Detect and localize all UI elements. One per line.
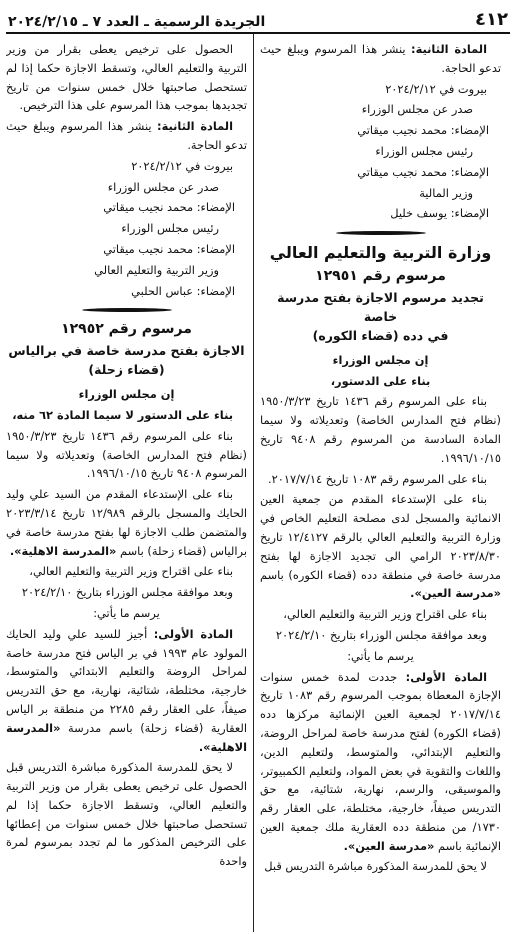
issued-by: صدر عن مجلس الوزراء: [107, 179, 219, 194]
article-1-text: أجيز للسيد علي وليد الحايك المولود عام ١٩٩٣ في بر الياس فتح مدرسة خاصة لمراحل الروضة والتعليم الابتدائي والمتوسط، خارجية، مختلطة، شتائية، نهارية، مع حق التدريس صيفاً، على العقار رقم ٢٢٨٥ من منطقة بر الياس العقارية (قضاء زحلة) باسم مدرسة: [6, 626, 248, 735]
signature-1: الإمضاء: محمد نجيب ميقاتي: [357, 123, 489, 138]
article-2-label: المادة الثانية:: [157, 119, 233, 134]
recital-1: بناء على المرسوم رقم ١٤٣٦ تاريخ ١٩٥٠/٣/٢٣ (نظام فتح المدارس الخاصة) وتعديلاته ولا سيما المادة السادسة من المرسوم رقم ٩٤٠٨ تاريخ ١٩٩٦/١٠/١٥.: [260, 394, 501, 465]
journal-info: الجريدة الرسمية ـ العدد ٧ ـ ٢٠٢٤/٢/١٥: [8, 14, 266, 30]
article-1-label: المادة الأولى:: [153, 626, 234, 641]
school-name: «مدرسة العين».: [410, 586, 501, 601]
signature-3: الإمضاء: يوسف خليل: [390, 206, 489, 221]
recital-2: [6, 485, 247, 560]
recital-5: وبعد موافقة مجلس الوزراء بتاريخ ٢٠٢٤/٢/١٠: [275, 627, 487, 642]
minister-title: وزير التربية والتعليم العالي: [94, 262, 219, 277]
continuation-paragraph: الحصول على ترخيص يعطى بقرار من وزير التربية والتعليم العالي، وتسقط الاجازة حكما إذا لم تستحصل صاحبتها خلال خمس سنوات من تاريخ تجديدها بموجب هذا المرسوم على هذا الترخيص.: [6, 42, 247, 113]
page-header: [6, 0, 510, 34]
decree-subject: [260, 288, 501, 345]
recital-2-text: بناء على الإستدعاء المقدم من السيد علي وليد الحايك والمسجل بالرقم ١٢/٩٨٩ تاريخ ٢٠٢٣/٣/١٤ والمتضمن طلب الاجازة لها بفتح مدرسة خاصة في برالياس (قضاء زحلة) باسم: [6, 487, 248, 558]
subject-line-1: تجديد مرسوم الاجازة بفتح مدرسة خاصة: [277, 289, 484, 324]
license-paragraph: لا يحق للمدرسة المذكورة مباشرة التدريس قبل الحصول على ترخيص يعطى بقرار من وزير التربية والتعليم العالي، وتسقط الاجازة حكما إذا لم تستحصل صاحبتها خلال خمس سنوات من إعطائها على الترخيص المذكور ما لم تجدد بمرسوم لمرة واحدة: [6, 760, 247, 869]
decree-title: مرسوم رقم ١٢٩٥٢: [61, 321, 192, 338]
school-name: «المدرسة الاهلية».: [9, 543, 117, 558]
subject-line-2: (قضاء زحلة): [88, 362, 165, 378]
recital-4: بناء على اقتراح وزير التربية والتعليم العالي،: [283, 607, 487, 622]
constitution-line: بناء على الدستور لا سيما المادة ٦٢ منه،: [12, 407, 233, 422]
council-heading: إن مجلس الوزراء: [78, 387, 175, 402]
decree-title: مرسوم رقم ١٢٩٥١: [315, 267, 446, 284]
article-1-text: جددت لمدة خمس سنوات الإجازة المعطاة بموجب المرسوم رقم ١٠٨٣ تاريخ ٢٠١٧/٧/١٤ لجمعية العين الإنمائية مركزها دده (قضاء الكوره) لفتح مدرسة خاصة لمراحل الروضة، والتعليم الإبتدائي، والمتوسط، ولتعليم الدين، واللغات والتقوية في بعض المواد، ولتعليم الكمبيوتر، والموسيقى، والرسم، نهارية، شتائية، مع حق التدريس صيفاً، خارجية، مختلطة، على العقار رقم ١٧٣٠/ من منطقة دده العقارية ملك جمعية العين الإنمائية باسم: [260, 669, 501, 853]
decree-date: بيروت في ٢٠٢٤/٢/١٢: [131, 158, 233, 173]
issued-by: صدر عن مجلس الوزراء: [361, 102, 473, 117]
license-paragraph: لا يحق للمدرسة المذكورة مباشرة التدريس قبل: [264, 859, 487, 874]
article-2: [6, 117, 247, 155]
council-heading: إن مجلس الوزراء: [332, 352, 429, 367]
signature-1: الإمضاء: محمد نجيب ميقاتي: [103, 200, 235, 215]
decrees-line: يرسم ما يأتي:: [93, 605, 160, 620]
finance-minister-title: وزير المالية: [419, 185, 473, 200]
constitution-line: بناء على الدستور،: [330, 373, 431, 388]
section-divider: [6, 305, 247, 315]
article-1: [260, 668, 501, 856]
signature-3: الإمضاء: عباس الحلبي: [131, 283, 235, 298]
recital-4: وبعد موافقة مجلس الوزراء بتاريخ ٢٠٢٤/٢/١٠: [21, 585, 233, 600]
pm-title: رئيس مجلس الوزراء: [375, 143, 473, 158]
signature-2: الإمضاء: محمد نجيب ميقاتي: [103, 241, 235, 256]
article-2-label: المادة الثانية:: [411, 42, 487, 56]
left-column: [6, 34, 253, 932]
pm-title: رئيس مجلس الوزراء: [121, 221, 219, 236]
ministry-heading: وزارة التربية والتعليم العالي: [269, 243, 492, 263]
recital-3: [260, 490, 501, 603]
recital-3: بناء على اقتراح وزير التربية والتعليم العالي،: [29, 564, 233, 579]
recital-3-text: بناء على الإستدعاء المقدم من جمعية العين الانمائية والمسجل لدى مصلحة التعليم الخاص في وزارة التربية والتعليم العالي بالرقم ١٢/٤١٢٧ تاريخ ٢٠٢٣/٨/٣٠ الرامي الى تجديد الاجازة لها بفتح مدرسة خاصة في منطقة دده (قضاء الكوره) باسم: [260, 492, 501, 582]
decrees-line: يرسم ما يأتي:: [347, 648, 414, 663]
right-column: [254, 34, 501, 932]
columns: [6, 34, 510, 932]
article-2-text: ينشر هذا المرسوم ويبلغ حيث تدعو الحاجة.: [6, 119, 247, 152]
article-2-text: ينشر هذا المرسوم ويبلغ حيث تدعو الحاجة.: [260, 42, 501, 75]
article-1-label: المادة الأولى:: [405, 669, 487, 684]
section-divider: [260, 228, 501, 238]
article-1: [6, 625, 247, 757]
school-name-2: «المدرسة الاهلية».: [6, 720, 247, 754]
subject-line-1: الاجازة بفتح مدرسة خاصة في برالياس: [8, 343, 245, 359]
decree-date: بيروت في ٢٠٢٤/٢/١٢: [385, 81, 487, 96]
school-name-2: «مدرسة العين».: [343, 838, 435, 853]
recital-2: بناء على المرسوم رقم ١٠٨٣ تاريخ ٢٠١٧/٧/١٤.: [267, 471, 487, 486]
decree-subject: [6, 341, 247, 379]
subject-line-2: في دده (قضاء الكوره): [312, 327, 449, 343]
page-number: ٤١٢: [475, 9, 508, 30]
signature-2: الإمضاء: محمد نجيب ميقاتي: [357, 164, 489, 179]
article-2: [260, 40, 501, 78]
recital-1: بناء على المرسوم رقم ١٤٣٦ تاريخ ١٩٥٠/٣/٢٣ (نظام فتح المدارس الخاصة) وتعديلاته ولا سيما المرسوم ٩٤٠٨ تاريخ ١٩٩٦/١٠/١٥.: [6, 428, 247, 481]
